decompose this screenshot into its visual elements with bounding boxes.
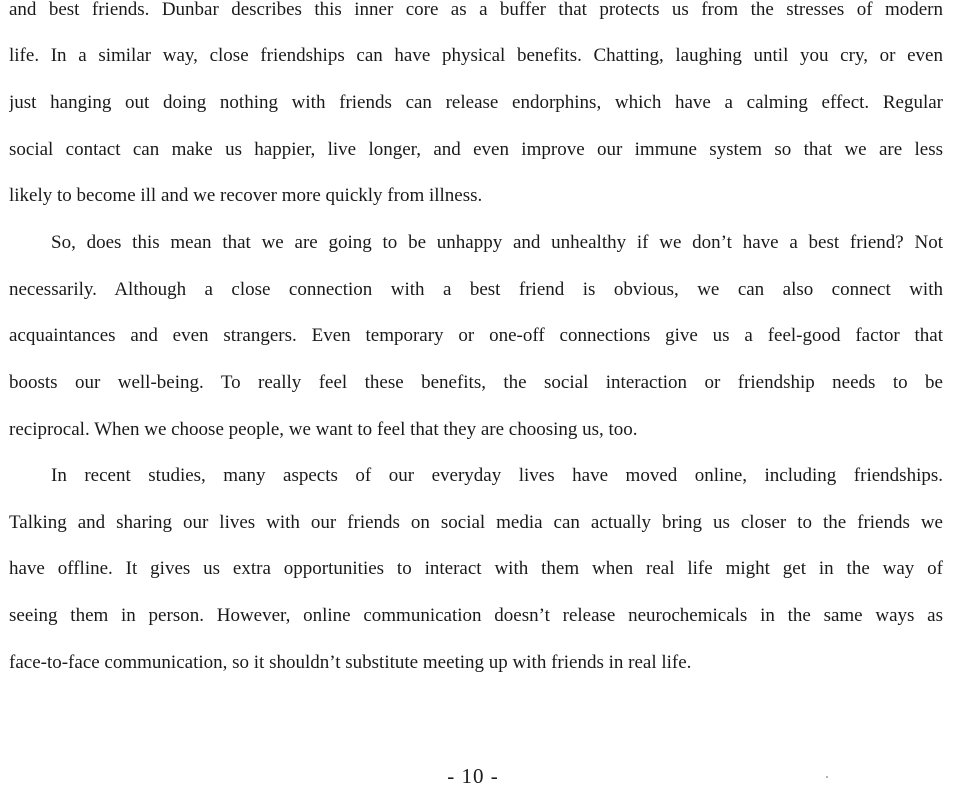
text-line: Talking and sharing our lives with our friends on social media can actually bring us closer to the friends we [9, 512, 943, 533]
text-line: boosts our well-being. To really feel these benefits, the social interaction or friendship needs to be [9, 372, 943, 393]
text-line: acquaintances and even strangers. Even temporary or one-off connections give us a feel-good factor that [9, 325, 943, 346]
page-number: - 10 - [447, 764, 499, 788]
text-line: and best friends. Dunbar describes this inner core as a buffer that protects us from the stresses of modern [9, 0, 943, 20]
scan-speck [826, 776, 828, 778]
text-line: necessarily. Although a close connection with a best friend is obvious, we can also connect with [9, 279, 943, 300]
text-line: life. In a similar way, close friendships can have physical benefits. Chatting, laughing until you cry, or even [9, 45, 943, 66]
text-line: So, does this mean that we are going to be unhappy and unhealthy if we don’t have a best friend? Not [51, 232, 943, 253]
text-line: face-to-face communication, so it shouldn’t substitute meeting up with friends in real life. [9, 652, 692, 673]
text-line: social contact can make us happier, live longer, and even improve our immune system so that we are less [9, 139, 943, 160]
text-line: likely to become ill and we recover more quickly from illness. [9, 185, 483, 206]
text-line: have offline. It gives us extra opportunities to interact with them when real life might get in the way of [9, 558, 943, 579]
text-line: In recent studies, many aspects of our everyday lives have moved online, including friendships. [51, 465, 943, 486]
text-line: seeing them in person. However, online communication doesn’t release neurochemicals in the same ways as [9, 605, 943, 626]
text-line: just hanging out doing nothing with friends can release endorphins, which have a calming effect. Regular [9, 92, 943, 113]
text-line: reciprocal. When we choose people, we want to feel that they are choosing us, too. [9, 419, 638, 440]
